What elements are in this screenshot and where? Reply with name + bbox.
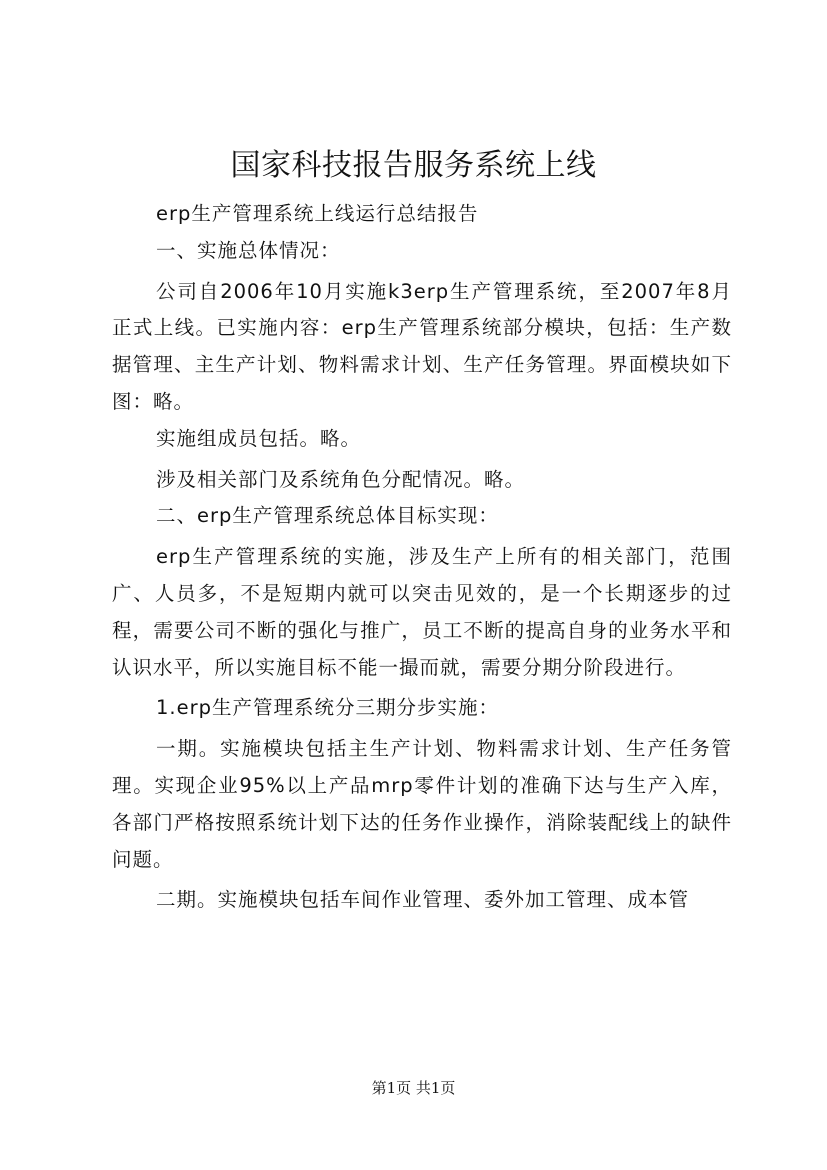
document-body (112, 196, 732, 919)
paragraph-report-heading: erp生产管理系统上线运行总结报告 (156, 202, 479, 225)
paragraph-phases-heading: 1.erp生产管理系统分三期分步实施： (156, 696, 499, 720)
paragraph-goals-description: erp生产管理系统的实施，涉及生产上所有的相关部门，范围广、人员多，不是短期内就可以突击见效的，是一个长期逐步的过程，需要公司不断的强化与推广，员工不断的提高自身的业务水平和认识水平，所以实施目标不能一撮而就，需要分期分阶段进行。 (112, 545, 732, 679)
paragraph-section-1-heading: 一、实施总体情况： (156, 238, 341, 262)
paragraph-implementation-overview: 公司自2006年10月实施k3erp生产管理系统，至2007年8月正式上线。已实施内容：erp生产管理系统部分模块，包括：生产数据管理、主生产计划、物料需求计划、生产任务管理。界面模块如下图：略。 (112, 279, 732, 413)
paragraph-departments-roles: 涉及相关部门及系统角色分配情况。略。 (156, 467, 526, 491)
paragraph-team-members: 实施组成员包括。略。 (156, 426, 362, 450)
paragraph-phase-1: 一期。实施模块包括主生产计划、物料需求计划、生产任务管理。实现企业95%以上产品mrp零件计划的准确下达与生产入库，各部门严格按照系统计划下达的任务作业操作，消除装配线上的缺件问题。 (112, 737, 732, 871)
page-number-label: 第1页 共1页 (371, 1079, 456, 1097)
paragraph-section-2-heading: 二、erp生产管理系统总体目标实现： (156, 504, 499, 528)
document-title: 国家科技报告服务系统上线 (230, 148, 597, 183)
paragraph-phase-2: 二期。实施模块包括车间作业管理、委外加工管理、成本管 (156, 888, 690, 912)
page-footer (0, 1078, 827, 1098)
